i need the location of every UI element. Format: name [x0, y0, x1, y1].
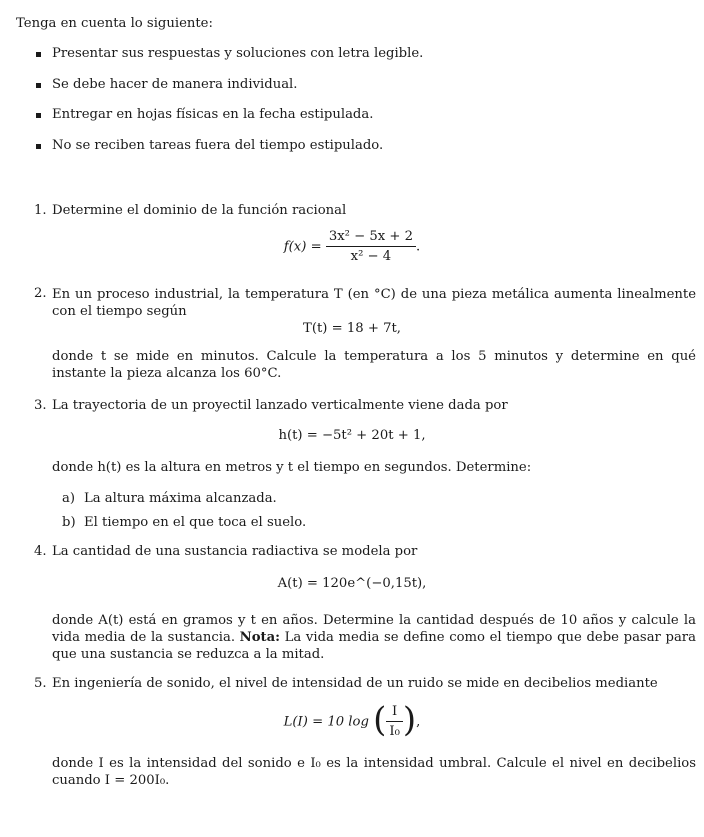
problem-5-number: 5.: [34, 676, 47, 691]
problem-4-number: 4.: [34, 544, 47, 559]
fraction: $\frac{\text{3x² − 5x + 2}}{\text{x² − 4}}$: [326, 229, 416, 265]
problem-1-text: Determine el dominio de la función racional: [52, 203, 347, 218]
problem-2-number: 2.: [34, 286, 47, 301]
problem-2-text: En un proceso industrial, la temperatura T (en °C) de una pieza metálica aumenta linealmente con el tiempo según: [52, 287, 696, 319]
instructions-list: [36, 45, 423, 168]
list-item: Entregar en hojas físicas en la fecha estipulada.: [36, 106, 423, 137]
problem-2-after: donde t se mide en minutos. Calcule la temperatura a los 5 minutos y determine en qué instante la pieza alcanza los 60°C.: [52, 349, 696, 381]
problem-5-text: En ingeniería de sonido, el nivel de intensidad de un ruido se mide en decibelios mediante: [52, 676, 658, 691]
bullet-square-icon: [36, 113, 41, 118]
problem-4-after: donde A(t) está en gramos y t en años. Determine la cantidad después de 10 años y calcule la vida media de la sustancia. Nota: La vida media se define como el tiempo que debe pasar para que una sustancia se reduzca a la mitad.: [52, 613, 696, 662]
problem-3-number: 3.: [34, 398, 47, 413]
problem-3-text: La trayectoria de un proyectil lanzado verticalmente viene dada por: [52, 398, 508, 413]
problem-1-equation: f(x) = $\frac{\text{3x² − 5x + 2}}{\text{x² − 4}}$ .: [283, 229, 421, 264]
bullet-square-icon: [36, 52, 41, 57]
bullet-square-icon: [36, 83, 41, 88]
fraction: $\frac{I}{\text{I₀}}$: [386, 704, 403, 740]
note-label: Nota:: [239, 630, 281, 645]
problem-3-after: donde h(t) es la altura en metros y t el tiempo en segundos. Determine:: [52, 460, 532, 475]
list-item: No se reciben tareas fuera del tiempo estipulado.: [36, 137, 423, 168]
subitem-a-text: La altura máxima alcanzada.: [84, 491, 277, 506]
bullet-square-icon: [36, 144, 41, 149]
problem-4-text: La cantidad de una sustancia radiactiva se modela por: [52, 544, 418, 559]
problem-5-equation: L(I) = 10 log ( $\frac{I}{\text{I₀}}$ ),: [283, 700, 421, 740]
problem-5-after: donde I es la intensidad del sonido e I₀ es la intensidad umbral. Calcule el nivel en decibelios cuando I = 200I₀.: [52, 756, 696, 788]
list-item: Se debe hacer de manera individual.: [36, 76, 423, 107]
problem-3-equation: h(t) = −5t² + 20t + 1,: [278, 428, 426, 443]
intro-text: Tenga en cuenta lo siguiente:: [16, 16, 213, 31]
problem-4-equation: A(t) = 120e^(−0,15t),: [277, 576, 427, 591]
problem-2-equation: T(t) = 18 + 7t,: [303, 321, 401, 336]
list-item: Presentar sus respuestas y soluciones con letra legible.: [36, 45, 423, 76]
problem-1-number: 1.: [34, 203, 47, 218]
subitem-b-text: El tiempo en el que toca el suelo.: [84, 515, 307, 530]
subitem-a-label: a): [62, 491, 76, 506]
subitem-b-label: b): [62, 515, 76, 530]
